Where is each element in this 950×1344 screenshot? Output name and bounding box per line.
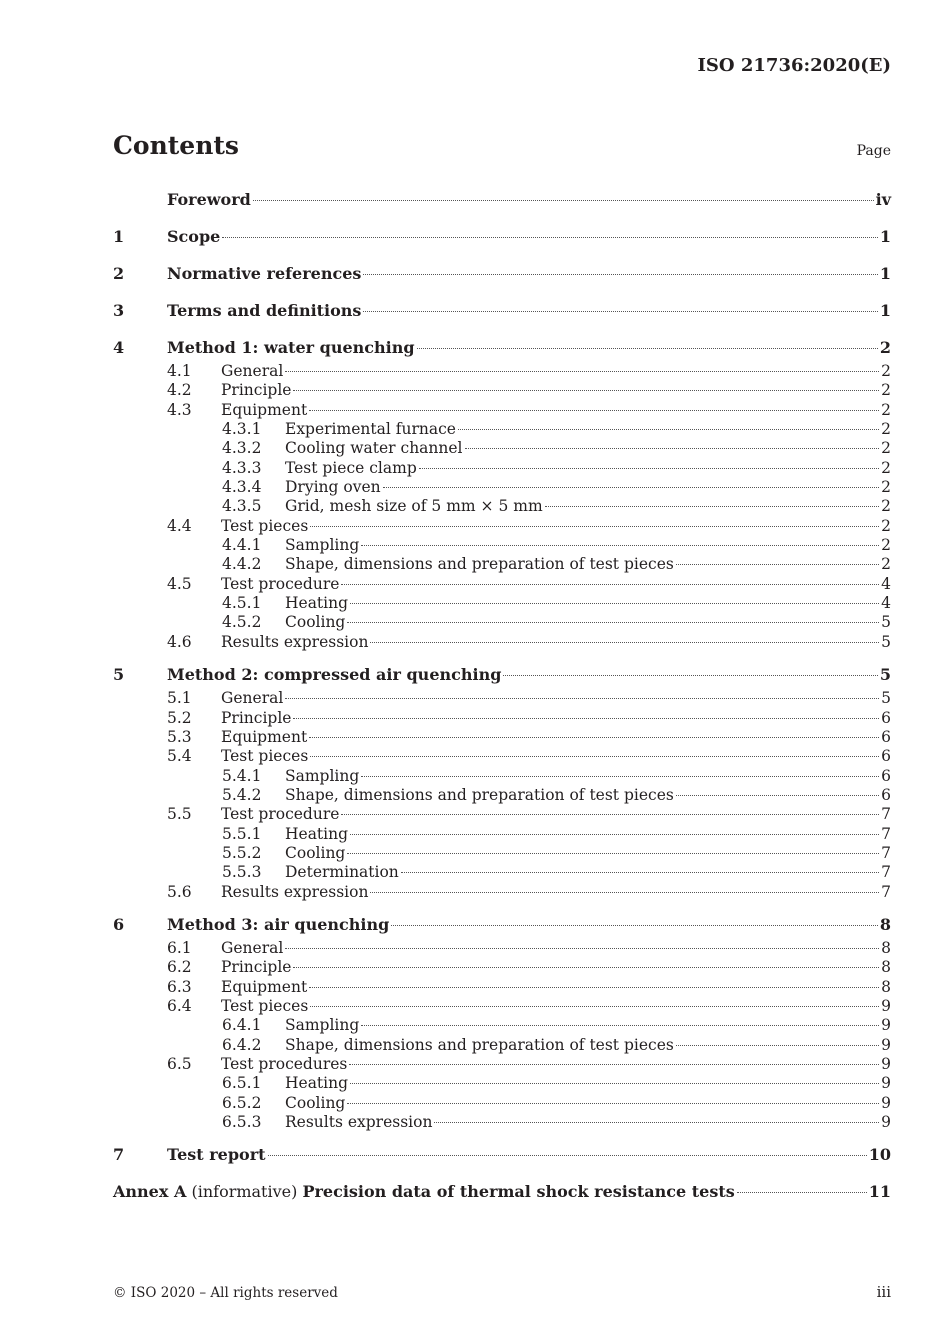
dot-leader [310,756,879,757]
toc-entry-number: 4.3.1 [222,420,262,439]
toc-entry-title: Heating [285,824,349,843]
toc-entry-page: 9 [881,996,891,1015]
toc-entry-page: 7 [881,805,891,824]
toc-entry-page: 9 [881,1113,891,1132]
dot-leader [363,311,877,312]
dot-leader [309,410,879,411]
toc-entry[interactable] [113,747,891,766]
dot-leader [341,814,879,815]
dot-leader [370,642,879,643]
toc-entry-title: Results expression [221,882,369,901]
toc-entry-number: 5.6 [167,882,192,901]
toc-entry-page: 6 [881,708,891,727]
footer-copyright: © ISO 2020 – All rights reserved [113,1285,338,1301]
toc-entry-title: Heating [285,1074,349,1093]
toc-entry[interactable] [113,575,891,594]
toc-entry[interactable] [113,633,891,652]
dot-leader [361,776,879,777]
toc-entry[interactable] [113,728,891,747]
toc-entry[interactable] [113,594,891,613]
dot-leader [737,1192,867,1193]
toc-entry-title: General [221,689,284,708]
toc-entry-title: Equipment [221,727,308,746]
dot-leader [309,737,879,738]
dot-leader [503,675,877,676]
toc-entry-page: 7 [881,824,891,843]
toc-entry-title: Shape, dimensions and preparation of test pieces [285,785,674,804]
toc-entry-title: Test pieces [221,516,309,535]
toc-entry-number: 4.5.2 [222,613,262,632]
toc-entry-title: Grid, mesh size of 5 mm × 5 mm [285,497,543,516]
toc-entry-page: 9 [881,1035,891,1054]
dot-leader [310,526,879,527]
toc-entry-number: 5 [113,665,125,685]
toc-entry-page: 9 [881,1074,891,1093]
dot-leader [341,584,879,585]
toc-entry-number: 4.4 [167,516,192,535]
toc-entry[interactable] [113,911,891,939]
toc-entry[interactable] [113,689,891,708]
dot-leader [676,564,879,565]
toc-entry-number: 4.3.2 [222,439,262,458]
dot-leader [347,853,879,854]
dot-leader [363,274,877,275]
toc-entry-number: 5.4 [167,747,192,766]
toc-entry-title: Method 1: water quenching [167,338,415,357]
toc-entry-title: Test procedures [221,1055,348,1073]
dot-leader [285,948,879,949]
toc-entry-number: 4.3.4 [222,478,262,497]
toc-entry-page: 2 [881,516,891,535]
toc-entry[interactable] [113,786,891,805]
toc-entry-page: 11 [868,1182,891,1202]
toc-entry-title: Test pieces [221,747,309,766]
toc-entry[interactable] [113,958,891,977]
toc-entry[interactable] [113,420,891,439]
toc-entry-title: Cooling [285,1093,346,1112]
toc-entry-number: 6.4.1 [222,1016,262,1035]
dot-leader [419,468,879,469]
toc-entry-page: 5 [879,665,891,685]
toc-entry[interactable] [113,555,891,574]
toc-entry-page: 2 [881,420,891,439]
dot-leader [391,925,878,926]
toc-entry-title: General [221,362,284,380]
toc-entry-number: 4.5 [167,574,192,593]
dot-leader [350,603,879,604]
toc-entry-number: 6.4.2 [222,1035,262,1054]
toc-entry[interactable] [113,1055,891,1074]
toc-entry[interactable] [113,1094,891,1113]
dot-leader [676,795,879,796]
toc-entry-title: Shape, dimensions and preparation of test pieces [285,555,674,574]
toc-entry-number: 6.3 [167,977,192,996]
toc-entry[interactable] [113,1178,891,1206]
toc-entry-title: Foreword [167,190,251,209]
toc-entry[interactable] [113,1016,891,1035]
toc-entry-title: Sampling [285,536,360,555]
toc-entry-page: 4 [881,594,891,613]
toc-entry-page: 2 [881,497,891,516]
toc-entry-number: 6.5.3 [222,1113,262,1132]
dot-leader [285,698,879,699]
toc-entry-number: 4.5.1 [222,594,262,613]
toc-entry[interactable] [113,883,891,902]
document-code: ISO 21736:2020(E) [697,55,891,76]
toc-entry-title: Determination [285,863,399,882]
toc-entry-title: Equipment [221,400,308,419]
toc-entry-page: 1 [879,227,891,246]
toc-entry-number: 4.3.5 [222,497,262,516]
toc-entry-page: 8 [879,914,891,934]
dot-leader [310,1006,879,1007]
toc-entry-title: Heating [285,594,349,613]
toc-entry[interactable] [113,536,891,555]
toc-entry-number: 4 [113,338,125,357]
toc-entry[interactable] [113,381,891,400]
dot-leader [417,348,878,349]
toc-entry[interactable] [113,939,891,958]
toc-entry[interactable] [113,297,891,325]
annex-label: Annex A [113,1182,187,1202]
toc-entry-number: 6.4 [167,996,192,1015]
toc-entry[interactable] [113,517,891,536]
dot-leader [349,1064,879,1065]
toc-entry-page: 2 [881,439,891,458]
toc-entry[interactable] [113,260,891,288]
dot-leader [434,1122,879,1123]
toc-entry-number: 4.4.1 [222,536,262,555]
toc-entry-page: 7 [881,882,891,901]
toc-entry-page: 2 [879,338,891,357]
toc-entry-number: 5.3 [167,727,192,746]
toc-entry-page: 7 [881,863,891,882]
dot-leader [361,545,879,546]
toc-entry-page: 1 [879,301,891,320]
toc-entry[interactable] [113,825,891,844]
toc-entry[interactable] [113,863,891,882]
toc-entry-title: Cooling water channel [285,439,463,458]
toc-entry-number: 5.4.2 [222,785,262,804]
toc-entry[interactable] [113,497,891,516]
toc-entry-title: Principle [221,381,292,400]
toc-entry-page: 7 [881,843,891,862]
page-column-label: Page [856,143,891,159]
toc-entry-title: General [221,938,284,957]
toc-entry[interactable] [113,844,891,863]
toc-entry-page: 9 [881,1016,891,1035]
toc-entry-title: Test report [167,1145,266,1165]
toc-entry-title: Test procedure [221,574,340,593]
toc-entry-page: 9 [881,1055,891,1073]
dot-leader [361,1025,879,1026]
toc-entry-page: 2 [881,458,891,477]
toc-entry-page: 2 [881,555,891,574]
toc-entry[interactable] [113,1074,891,1093]
dot-leader [383,487,879,488]
dot-leader [350,834,879,835]
toc-entry-title [113,1178,735,1206]
toc-entry-page: 6 [881,785,891,804]
toc-entry-number: 5.5.3 [222,863,262,882]
toc-entry[interactable] [113,613,891,632]
toc-entry-number: 6.2 [167,958,192,977]
toc-entry-title: Normative references [167,264,362,283]
toc-entry-page: 8 [881,938,891,957]
toc-entry-page: 5 [881,632,891,651]
toc-entry[interactable] [113,767,891,786]
toc-entry-number: 5.5.2 [222,843,262,862]
dot-leader [545,506,879,507]
toc-entry-title: Drying oven [285,478,381,497]
toc-entry[interactable] [113,1113,891,1132]
dot-leader [676,1045,879,1046]
toc-entry-number: 5.2 [167,708,192,727]
toc-entry-title: Cooling [285,613,346,632]
toc-entry-page: 4 [881,574,891,593]
dot-leader [458,429,879,430]
toc-entry[interactable] [113,439,891,458]
toc-entry-page: 2 [881,362,891,380]
dot-leader [465,448,880,449]
toc-entry-title: Test piece clamp [285,458,417,477]
toc-entry-page: 8 [881,977,891,996]
toc-entry-title: Scope [167,227,221,246]
toc-entry-number: 5.4.1 [222,766,262,785]
toc-entry-number: 6 [113,914,125,934]
footer-page-number: iii [876,1283,891,1301]
dot-leader [268,1155,867,1156]
toc-entry-title: Sampling [285,766,360,785]
toc-entry-title: Results expression [285,1113,433,1132]
toc-entry-title: Shape, dimensions and preparation of test pieces [285,1035,674,1054]
annex-title: Precision data of thermal shock resistance tests [302,1182,735,1202]
toc-entry-number: 6.5.1 [222,1074,262,1093]
toc-entry-title: Principle [221,708,292,727]
toc-entry[interactable] [113,401,891,420]
dot-leader [293,390,879,391]
dot-leader [370,892,879,893]
toc-entry-page: 9 [881,1093,891,1112]
dot-leader [347,1103,879,1104]
toc-entry-title: Test pieces [221,996,309,1015]
dot-leader [350,1083,879,1084]
toc-entry-page: 2 [881,381,891,400]
toc-entry-page: iv [875,190,891,209]
toc-entry-number: 4.6 [167,632,192,651]
dot-leader [222,237,878,238]
toc-entry[interactable] [113,1036,891,1055]
toc-entry-page: 6 [881,747,891,766]
toc-entry[interactable] [113,459,891,478]
toc-entry-page: 10 [868,1145,891,1165]
toc-entry-title: Results expression [221,632,369,651]
toc-entry[interactable] [113,334,891,362]
toc-entry[interactable] [113,362,891,381]
toc-entry-number: 4.2 [167,381,192,400]
toc-entry-page: 5 [881,689,891,708]
toc-entry-page: 2 [881,536,891,555]
dot-leader [293,718,879,719]
toc-entry-number: 5.1 [167,689,192,708]
dot-leader [293,967,879,968]
toc-entry-number: 7 [113,1145,125,1165]
dot-leader [347,622,879,623]
toc-entry[interactable] [113,978,891,997]
toc-entry-page: 2 [881,478,891,497]
toc-entry-number: 2 [113,264,125,283]
toc-entry-number: 1 [113,227,125,246]
toc-entry-title: Method 3: air quenching [167,914,390,934]
toc-entry[interactable] [113,1141,891,1169]
toc-entry-number: 6.5 [167,1055,192,1073]
toc-entry-title: Principle [221,958,292,977]
dot-leader [285,371,879,372]
toc-entry-title: Method 2: compressed air quenching [167,665,502,685]
toc-entry-page: 8 [881,958,891,977]
toc-entry[interactable] [113,997,891,1016]
toc-entry-title: Sampling [285,1016,360,1035]
dot-leader [401,872,879,873]
toc-entry-page: 6 [881,727,891,746]
toc-entry-title: Cooling [285,843,346,862]
toc-entry-page: 6 [881,766,891,785]
toc-entry-number: 5.5 [167,805,192,824]
toc-entry[interactable] [113,661,891,689]
dot-leader [253,200,874,201]
toc-entry[interactable] [113,478,891,497]
toc-entry[interactable] [113,186,891,214]
toc-entry-number: 4.1 [167,362,192,380]
table-of-contents [113,186,891,1206]
toc-entry-title: Experimental furnace [285,420,456,439]
toc-entry[interactable] [113,805,891,824]
toc-entry-page: 1 [879,264,891,283]
toc-entry-number: 6.1 [167,938,192,957]
toc-entry-number: 4.3 [167,400,192,419]
toc-entry[interactable] [113,223,891,251]
toc-entry[interactable] [113,709,891,728]
dot-leader [309,987,879,988]
page-title: Contents [113,131,240,160]
toc-entry-page: 5 [881,613,891,632]
toc-entry-number: 5.5.1 [222,824,262,843]
toc-entry-number: 6.5.2 [222,1093,262,1112]
toc-entry-number: 4.3.3 [222,458,262,477]
toc-entry-title: Test procedure [221,805,340,824]
toc-entry-number: 3 [113,301,125,320]
toc-entry-number: 4.4.2 [222,555,262,574]
annex-note: (informative) [186,1182,303,1202]
toc-entry-title: Equipment [221,977,308,996]
toc-entry-page: 2 [881,400,891,419]
toc-entry-title: Terms and definitions [167,301,362,320]
